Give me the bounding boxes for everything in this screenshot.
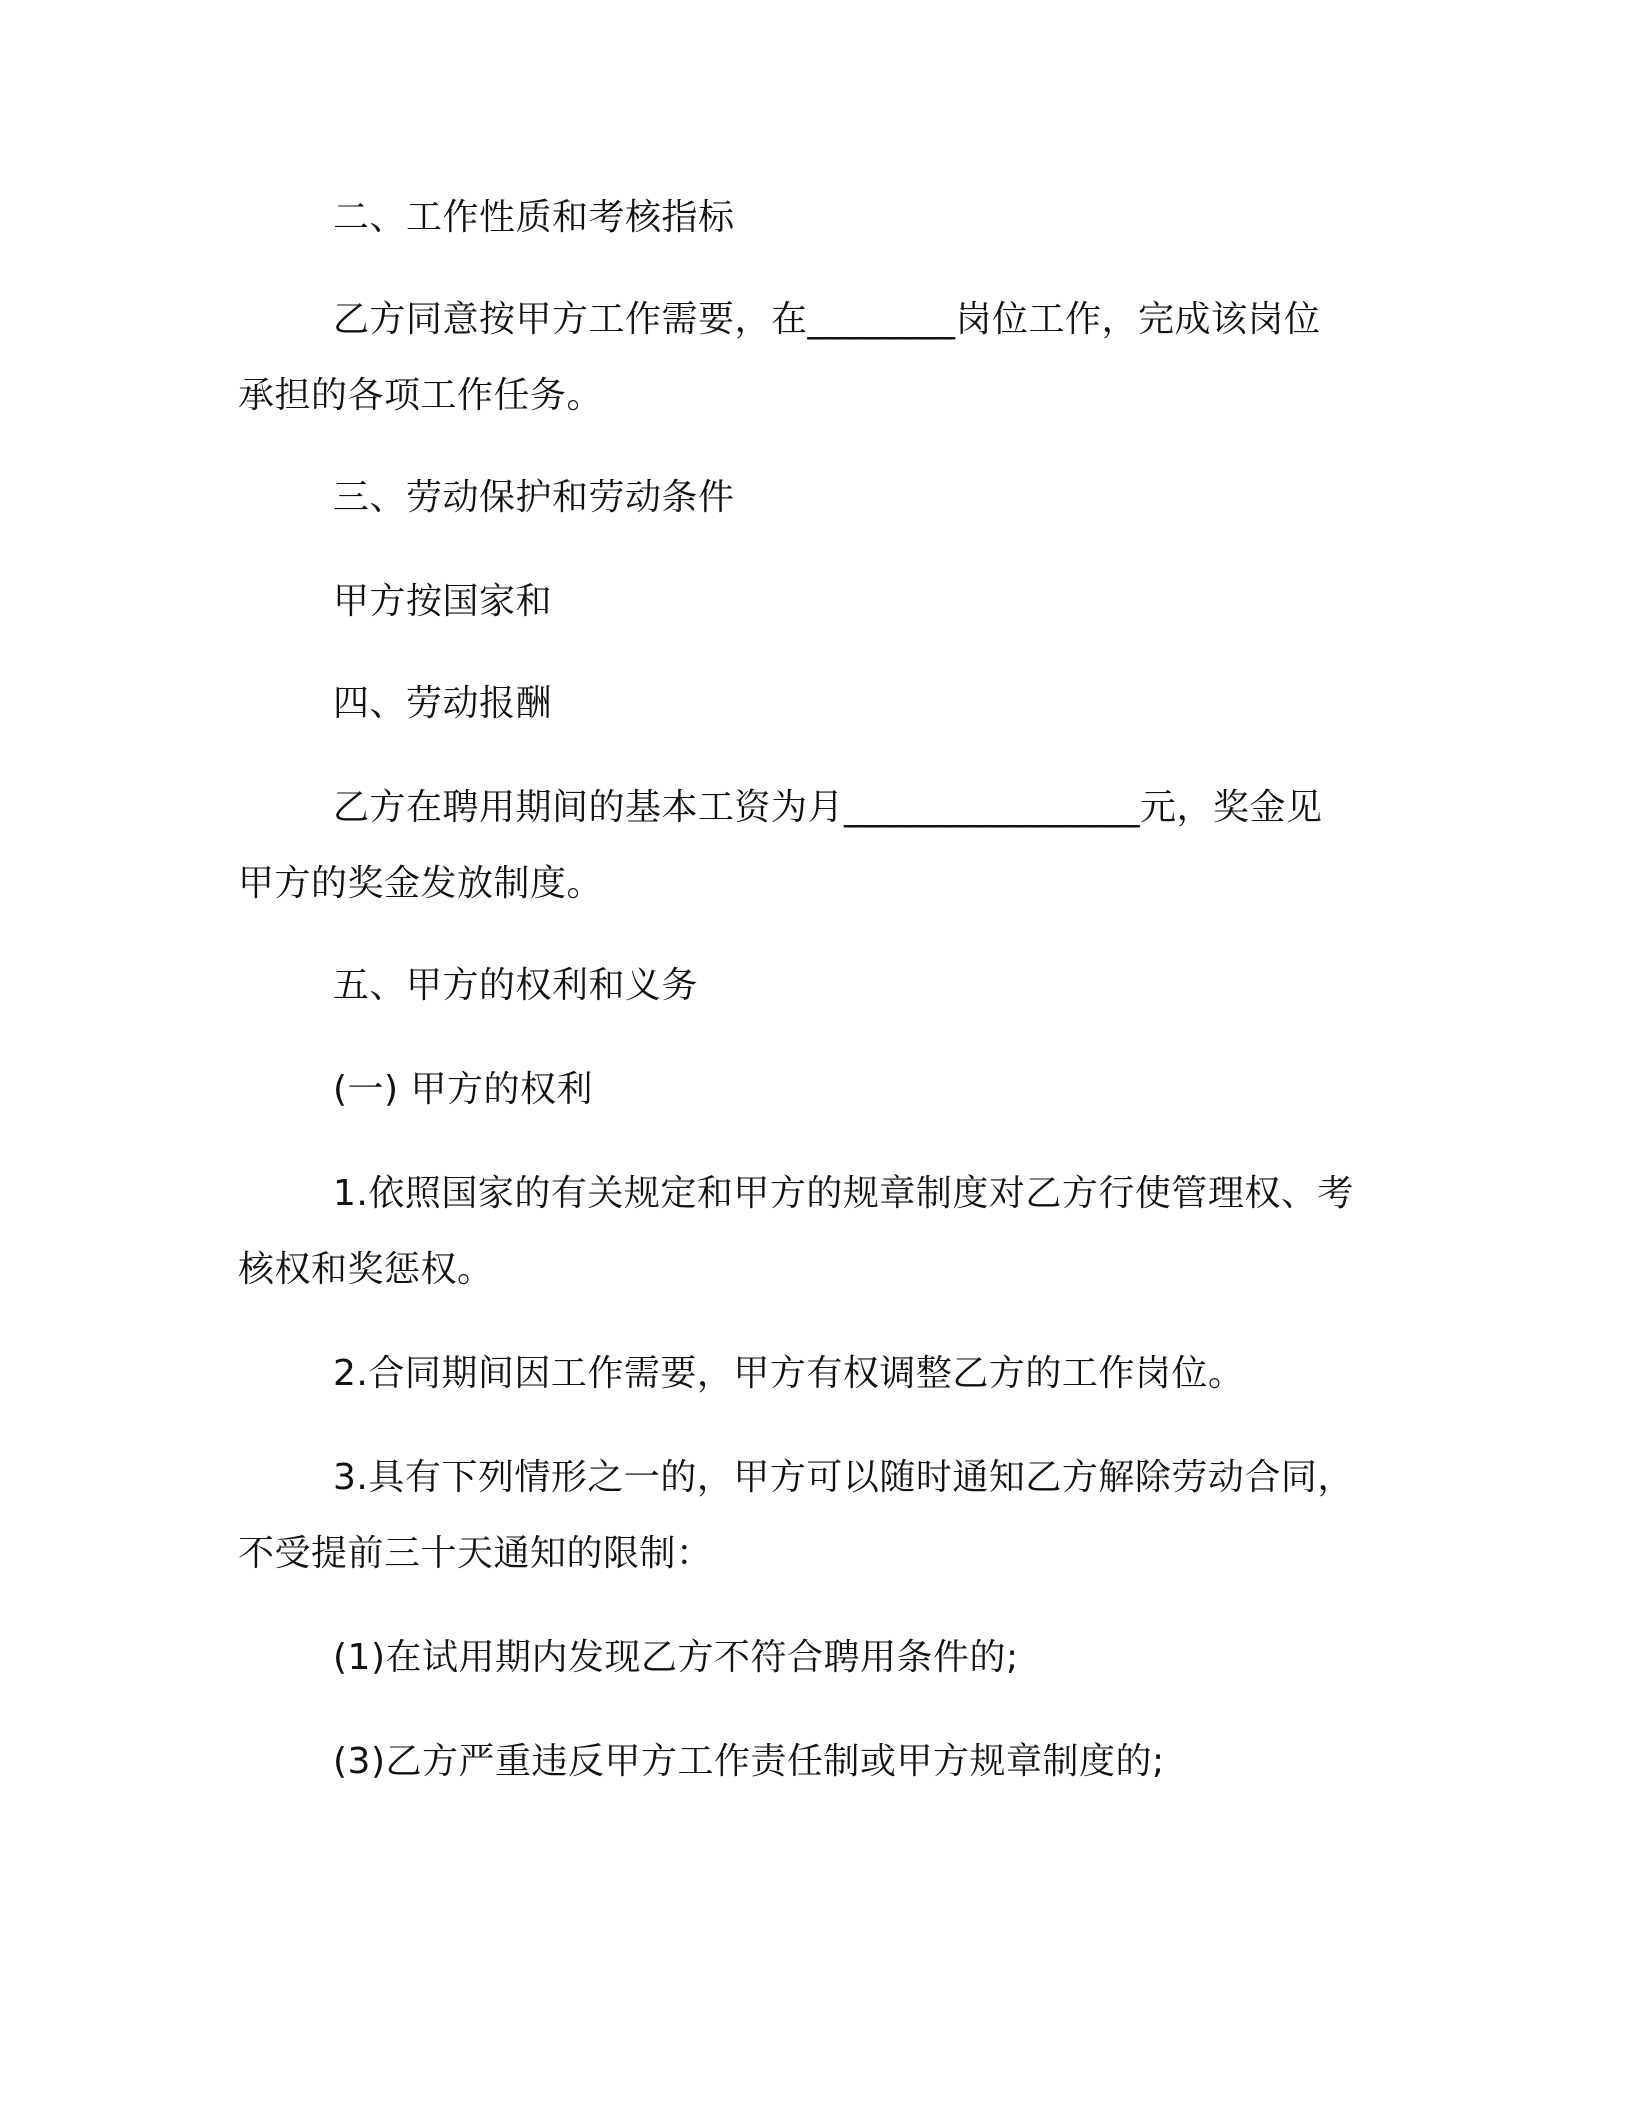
paragraph-line: 乙方同意按甲方工作需要，在________岗位工作，完成该岗位 — [333, 299, 1321, 340]
heading-labor-remuneration: 四、劳动报酬 — [333, 683, 553, 724]
list-item-line: 2.合同期间因工作需要，甲方有权调整乙方的工作岗位。 — [333, 1353, 1245, 1394]
heading-labor-protection: 三、劳动保护和劳动条件 — [333, 477, 735, 518]
sub-list-item-line: (1)在试用期内发现乙方不符合聘用条件的; — [333, 1637, 1019, 1678]
list-item-line: 3.具有下列情形之一的，甲方可以随时通知乙方解除劳动合同， — [333, 1457, 1354, 1498]
paragraph-line: 承担的各项工作任务。 — [238, 375, 604, 416]
list-item-line: 1.依照国家的有关规定和甲方的规章制度对乙方行使管理权、考 — [333, 1173, 1354, 1214]
subheading-party-a-rights: (一) 甲方的权利 — [333, 1069, 594, 1110]
list-item-line: 不受提前三十天通知的限制： — [238, 1533, 713, 1574]
heading-work-nature: 二、工作性质和考核指标 — [333, 197, 735, 238]
sub-list-item-line: (3)乙方严重违反甲方工作责任制或甲方规章制度的; — [333, 1741, 1165, 1782]
heading-party-a-rights-obligations: 五、甲方的权利和义务 — [333, 965, 699, 1006]
paragraph-line: 甲方的奖金发放制度。 — [238, 863, 604, 904]
paragraph-line: 甲方按国家和 — [333, 581, 553, 622]
list-item-line: 核权和奖惩权。 — [238, 1249, 494, 1290]
paragraph-line: 乙方在聘用期间的基本工资为月________________元，奖金见 — [333, 787, 1323, 828]
